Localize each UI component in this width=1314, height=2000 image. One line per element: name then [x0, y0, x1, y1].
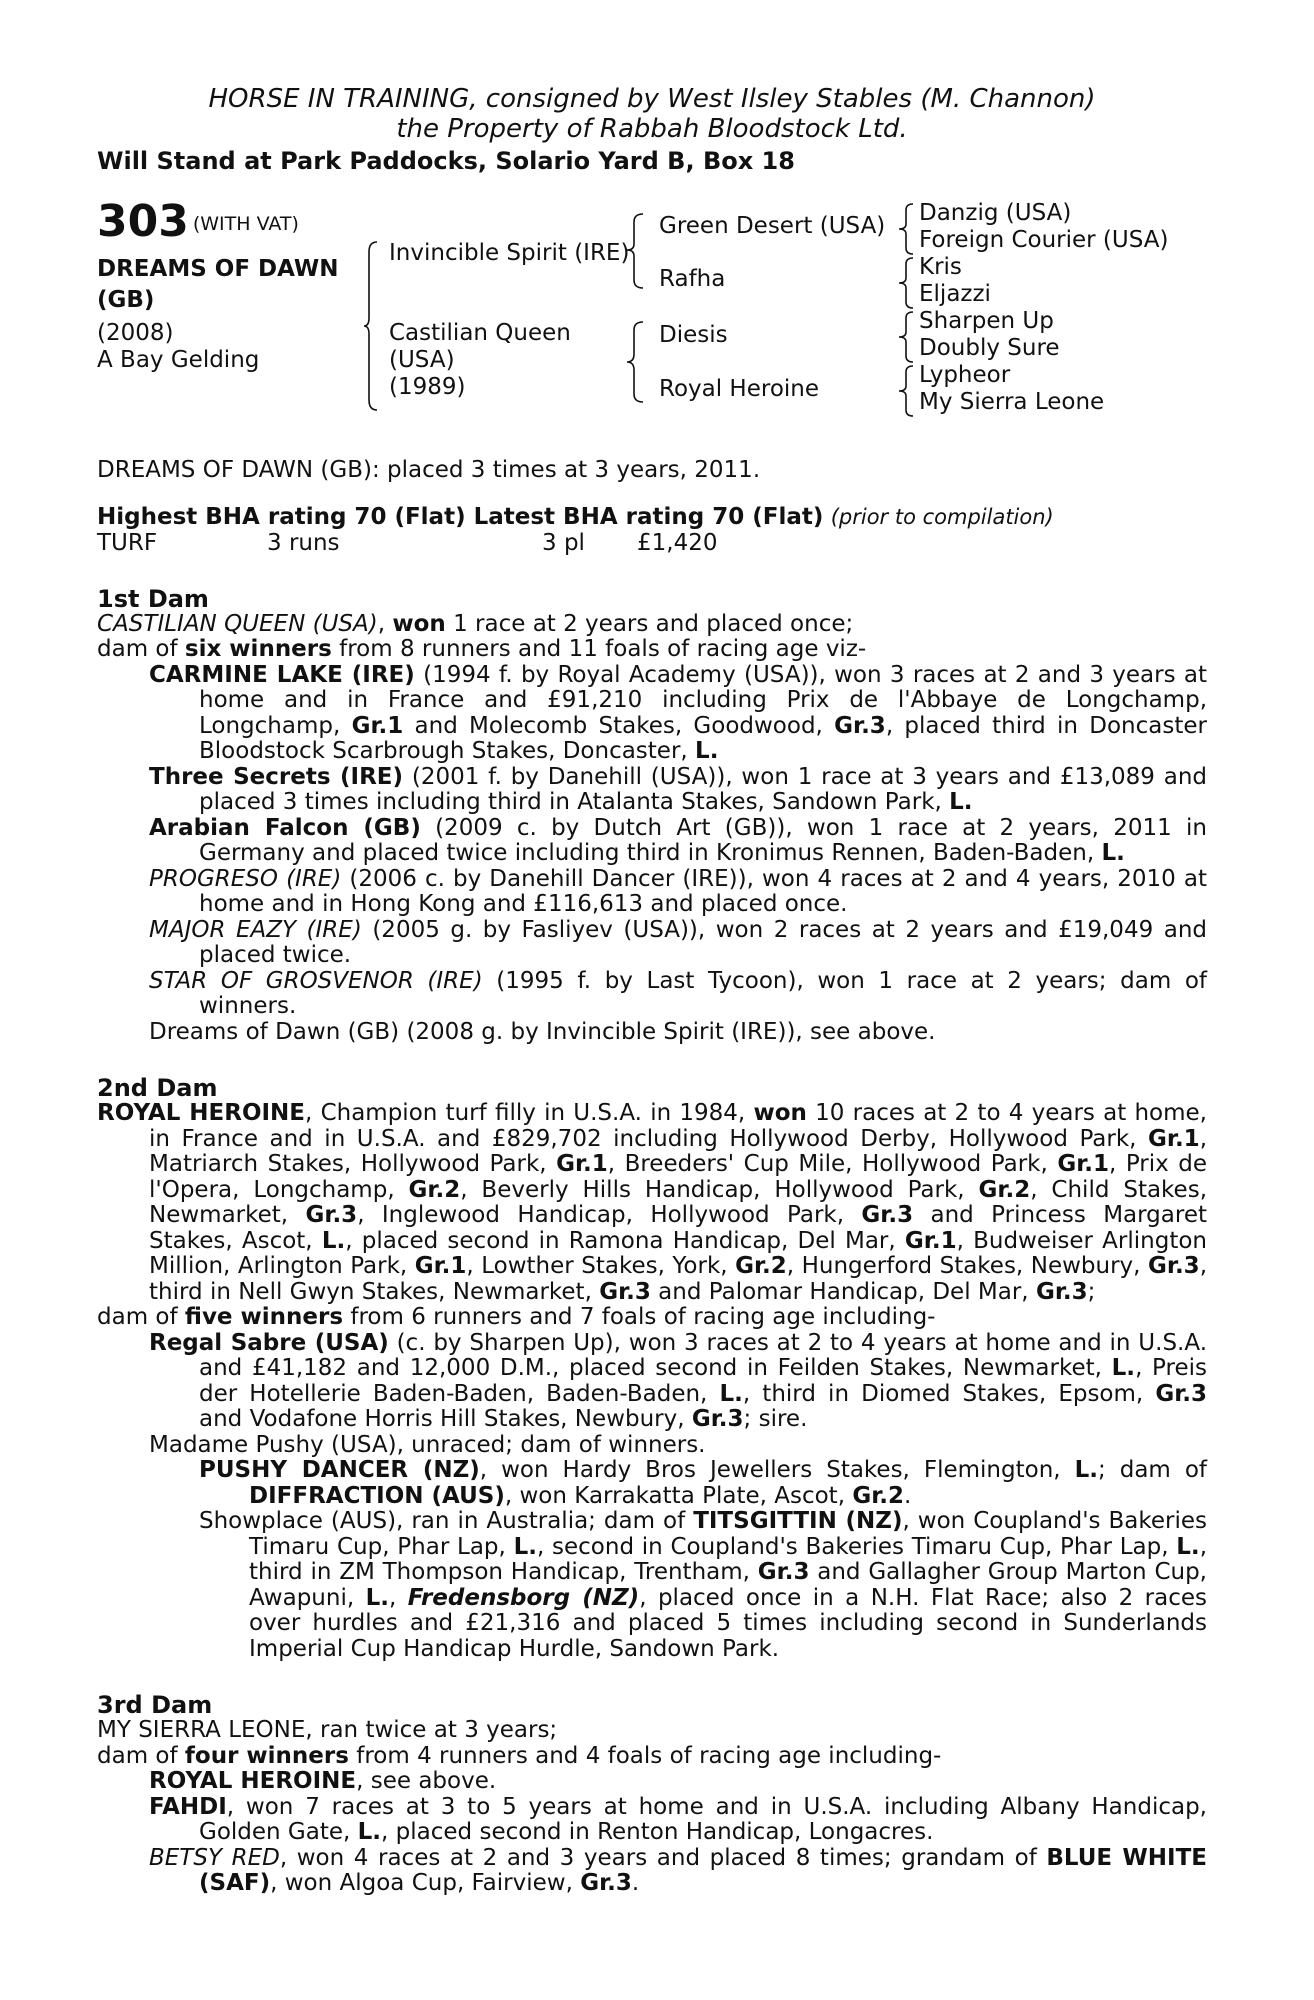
turf-label: TURF [97, 529, 158, 556]
brace-sire-parents [625, 212, 647, 290]
gg-1: Danzig (USA) [919, 200, 1072, 226]
gg-3: Kris [919, 254, 962, 280]
produce-three-secrets: Three Secrets (IRE) (2001 f. by Danehill (USA)), won 1 race at 3 years and £13,089 and placed 3 times including third in Atalanta Stakes, Sandown Park, L. [149, 763, 1208, 815]
sire-dam: Rafha [659, 266, 726, 292]
rating-note: (prior to compilation) [830, 504, 1054, 529]
horse-name: DREAMS OF DAWN [97, 256, 339, 282]
race-summary: DREAMS OF DAWN (GB): placed 3 times at 3 years, 2011. [97, 457, 761, 483]
horse-description: A Bay Gelding [97, 347, 260, 373]
consignor-line: HORSE IN TRAINING, consigned by West Ilsley Stables (M. Channon) [208, 84, 1096, 114]
dam-sire: Diesis [659, 322, 728, 348]
gg-8: My Sierra Leone [919, 389, 1105, 415]
sire-sire: Green Desert (USA) [659, 213, 886, 239]
turf-runs: 3 runs [267, 529, 340, 556]
produce-royal-heroine: ROYAL HEROINE, see above. [149, 1768, 497, 1794]
brace-dam-parents [625, 320, 647, 404]
gg-2: Foreign Courier (USA) [919, 227, 1169, 253]
turf-record [97, 530, 1207, 556]
lot-header [97, 196, 299, 247]
catalogue-page [97, 84, 1207, 1897]
first-dam-intro: CASTILIAN QUEEN (USA), won 1 race at 2 years and placed once; [97, 610, 854, 637]
produce-fahdi: FAHDI, won 7 races at 3 to 5 years at home and in U.S.A. including Albany Handicap, Golden Gate, L., placed second in Renton Handicap, Longacres. [149, 1793, 1207, 1845]
turf-earnings: £1,420 [637, 529, 718, 556]
third-dam-title: 3rd Dam [97, 1691, 213, 1719]
dam-line3: (1989) [389, 374, 466, 400]
turf-placed: 3 pl [542, 529, 585, 556]
brace-gg2 [897, 256, 915, 310]
produce-showplace: Showplace (AUS), ran in Australia; dam of TITSGITTIN (NZ), won Coupland's Bakeries Timaru Cup, Phar Lap, L., second in Coupland's Bakeries Timaru Cup, Phar Lap, L., third in ZM Thompson Handicap, Trentham, Gr.3 and Gallagher Group Marton Cup, Awapuni, L., Fredensborg (NZ), placed once in a N.H. Flat Race; also 2 races over hurdles and £21,316 and placed 5 times including second in Sunderlands Imperial Cup Handicap Hurdle, Sandown Park. [199, 1508, 1208, 1662]
produce-regal-sabre: Regal Sabre (USA) (c. by Sharpen Up), won 3 races at 2 to 4 years at home and in U.S.A. and £41,182 and 12,000 D.M., placed second in Feilden Stakes, Newmarket, L., Preis der Hotellerie Baden-Baden, Baden-Baden, L., third in Diomed Stakes, Epsom, Gr.3 and Vodafone Horris Hill Stakes, Newbury, Gr.3; sire. [149, 1329, 1208, 1432]
produce-pushy-dancer: PUSHY DANCER (NZ), won Hardy Bros Jewellers Stakes, Flemington, L.; dam of DIFFRACTION (AUS), won Karrakatta Plate, Ascot, Gr.2. [199, 1457, 1208, 1509]
produce-madame-pushy: Madame Pushy (USA), unraced; dam of winners. [149, 1431, 706, 1458]
produce-carmine-lake: CARMINE LAKE (IRE) (1994 f. by Royal Academy (USA)), won 3 races at 2 and 3 years at home and in France and £91,210 including Prix de l'Abbaye de Longchamp, Longchamp, Gr.1 and Molecomb Stakes, Goodwood, Gr.3, placed third in Doncaster Bloodstock Scarbrough Stakes, Doncaster, L. [149, 661, 1208, 764]
produce-arabian-falcon: Arabian Falcon (GB) (2009 c. by Dutch Art (GB)), won 1 race at 2 years, 2011 in Germany and placed twice including third in Kronimus Rennen, Baden-Baden, L. [149, 814, 1207, 866]
horse-origin: (GB) [97, 287, 155, 313]
produce-star-of-grosvenor: STAR OF GROSVENOR (IRE) (1995 f. by Last Tycoon), won 1 race at 2 years; dam of winners. [149, 967, 1207, 1019]
dam-line2: (USA) [389, 347, 455, 373]
foaling-year: (2008) [97, 320, 174, 346]
brace-gg3 [897, 310, 915, 364]
dam-dam: Royal Heroine [659, 376, 820, 402]
produce-dreams-of-dawn: Dreams of Dawn (GB) (2008 g. by Invincible Spirit (IRE)), see above. [149, 1018, 936, 1045]
sire: Invincible Spirit (IRE) [389, 240, 630, 266]
brace-sire-dam [363, 240, 383, 412]
second-dam-produce-summary: dam of five winners from 6 runners and 7 foals of racing age including- [97, 1304, 936, 1330]
gg-4: Eljazzi [919, 281, 991, 307]
third-dam-intro: MY SIERRA LEONE, ran twice at 3 years; [97, 1717, 558, 1743]
produce-major-eazy: MAJOR EAZY (IRE) (2005 g. by Fasliyev (USA)), won 2 races at 2 years and £19,049 and placed twice. [149, 916, 1207, 968]
vat-label: (WITH VAT) [192, 213, 299, 235]
property-line: the Property of Rabbah Bloodstock Ltd. [396, 114, 908, 144]
rating-values: Highest BHA rating 70 (Flat) Latest BHA rating 70 (Flat) [97, 503, 824, 530]
first-dam-title: 1st Dam [97, 584, 209, 613]
dam-line1: Castilian Queen [389, 320, 571, 346]
gg-7: Lypheor [919, 362, 1011, 388]
second-dam-title: 2nd Dam [97, 1074, 218, 1102]
second-dam-intro: ROYAL HEROINE, Champion turf filly in U.S.A. in 1984, won 10 races at 2 to 4 years at home, in France and in U.S.A. and £829,702 including Hollywood Derby, Hollywood Park, Gr.1, Matriarch Stakes, Hollywood Park, Gr.1, Breeders' Cup Mile, Hollywood Park, Gr.1, Prix de l'Opera, Longchamp, Gr.2, Beverly Hills Handicap, Hollywood Park, Gr.2, Child Stakes, Newmarket, Gr.3, Inglewood Handicap, Hollywood Park, Gr.3 and Princess Margaret Stakes, Ascot, L., placed second in Ramona Handicap, Del Mar, Gr.1, Budweiser Arlington Million, Arlington Park, Gr.1, Lowther Stakes, York, Gr.2, Hungerford Stakes, Newbury, Gr.3, third in Nell Gwyn Stakes, Newmarket, Gr.3 and Palomar Handicap, Del Mar, Gr.3; [97, 1100, 1207, 1305]
stabling-line: Will Stand at Park Paddocks, Solario Yard B, Box 18 [97, 147, 795, 175]
produce-progreso: PROGRESO (IRE) (2006 c. by Danehill Dancer (IRE)), won 4 races at 2 and 4 years, 2010 at home and in Hong Kong and £116,613 and placed once. [149, 865, 1208, 917]
pedigree-table [97, 196, 1207, 440]
gg-5: Sharpen Up [919, 308, 1054, 334]
bha-rating [97, 504, 1207, 530]
produce-betsy-red: BETSY RED, won 4 races at 2 and 3 years and placed 8 times; grandam of BLUE WHITE (SAF), won Algoa Cup, Fairview, Gr.3. [149, 1844, 1208, 1896]
brace-gg4 [897, 364, 915, 418]
lot-number: 303 [97, 196, 189, 247]
gg-6: Doubly Sure [919, 335, 1060, 361]
brace-gg1 [897, 202, 915, 256]
third-dam-produce-summary: dam of four winners from 4 runners and 4 foals of racing age including- [97, 1742, 942, 1769]
first-dam-produce-summary: dam of six winners from 8 runners and 11 foals of racing age viz- [97, 636, 867, 662]
